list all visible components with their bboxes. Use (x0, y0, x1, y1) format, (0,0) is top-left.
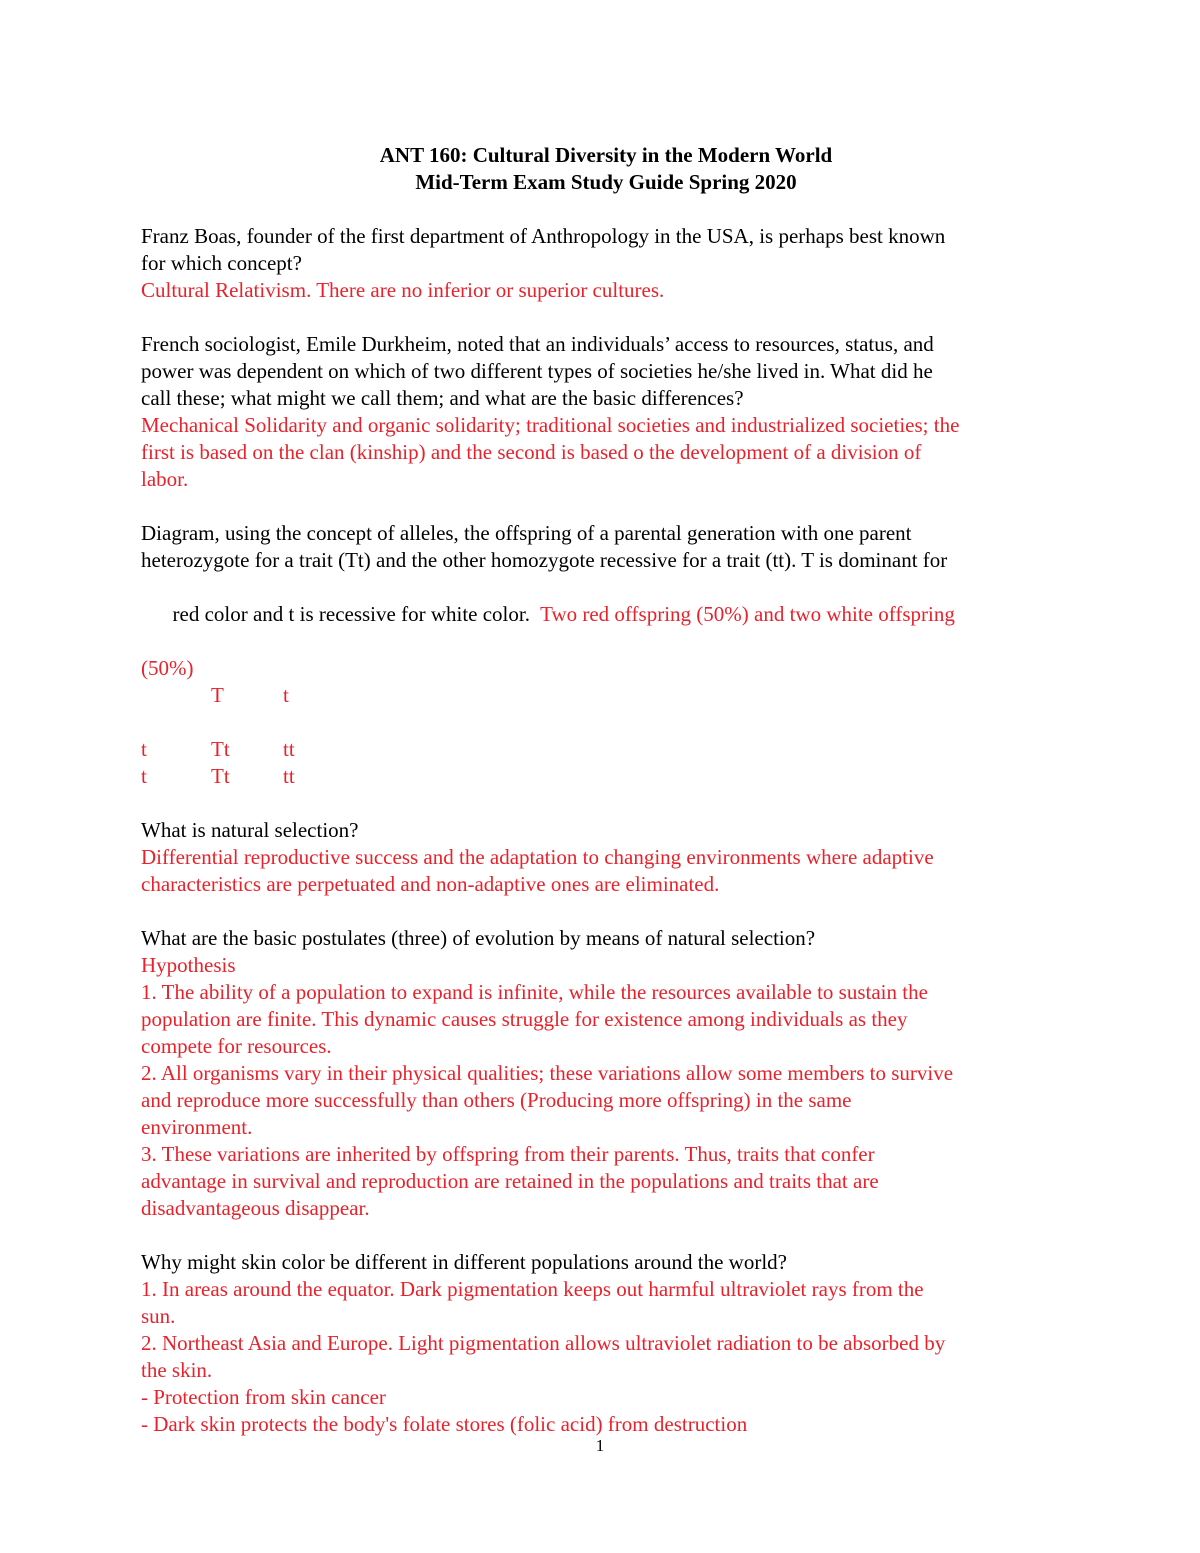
punnett-cell: tt (283, 737, 295, 761)
answer-text: Two red offspring (50%) and two white offspring (540, 602, 955, 626)
punnett-cell: tt (283, 764, 295, 788)
punnett-cell: Tt (211, 764, 230, 788)
answer-text: population are finite. This dynamic causes struggle for existence among individuals as they (141, 1007, 908, 1031)
punnett-square (141, 682, 1071, 790)
punnett-header-allele: T (211, 683, 224, 707)
question-text: Why might skin color be different in different populations around the world? (141, 1250, 787, 1274)
question-text: What is natural selection? (141, 818, 359, 842)
answer-text: and reproduce more successfully than others (Producing more offspring) in the same (141, 1088, 852, 1112)
answer-text: - Protection from skin cancer (141, 1385, 386, 1409)
answer-text: compete for resources. (141, 1034, 332, 1058)
answer-text: 3. These variations are inherited by offspring from their parents. Thus, traits that confer (141, 1142, 875, 1166)
answer-text: Cultural Relativism. There are no inferior or superior cultures. (141, 278, 665, 302)
answer-text: environment. (141, 1115, 253, 1139)
answer-text: Mechanical Solidarity and organic solidarity; traditional societies and industrialized societies; the (141, 413, 960, 437)
question-answer-line (141, 574, 1071, 655)
answer-text: 1. In areas around the equator. Dark pigmentation keeps out harmful ultraviolet rays from the (141, 1277, 924, 1301)
answer-text: Differential reproductive success and the adaptation to changing environments where adaptive (141, 845, 934, 869)
question-text: heterozygote for a trait (Tt) and the other homozygote recessive for a trait (tt). T is dominant for (141, 548, 948, 572)
answer-text: 1. The ability of a population to expand is infinite, while the resources available to sustain the (141, 980, 928, 1004)
question-text: for which concept? (141, 251, 302, 275)
document-subtitle: Mid-Term Exam Study Guide Spring 2020 (415, 170, 797, 194)
answer-text: advantage in survival and reproduction are retained in the populations and traits that are (141, 1169, 879, 1193)
punnett-row-allele: t (141, 764, 147, 788)
question-text: French sociologist, Emile Durkheim, noted that an individuals’ access to resources, status, and (141, 332, 934, 356)
answer-text: Hypothesis (141, 953, 236, 977)
question-text: Diagram, using the concept of alleles, the offspring of a parental generation with one parent (141, 521, 912, 545)
answer-text: 2. Northeast Asia and Europe. Light pigmentation allows ultraviolet radiation to be absorbed by (141, 1331, 946, 1355)
answer-text: (50%) (141, 656, 194, 680)
punnett-row-allele: t (141, 737, 147, 761)
question-text: What are the basic postulates (three) of evolution by means of natural selection? (141, 926, 816, 950)
punnett-header-allele: t (283, 683, 289, 707)
answer-text: the skin. (141, 1358, 213, 1382)
page-content (141, 142, 1071, 1438)
question-text: power was dependent on which of two different types of societies he/she lived in. What did he (141, 359, 933, 383)
answer-text: first is based on the clan (kinship) and the second is based o the development of a division of (141, 440, 922, 464)
answer-text: disadvantageous disappear. (141, 1196, 370, 1220)
question-text: call these; what might we call them; and what are the basic differences? (141, 386, 744, 410)
answer-text: 2. All organisms vary in their physical qualities; these variations allow some members to survive (141, 1061, 954, 1085)
answer-text: - Dark skin protects the body's folate stores (folic acid) from destruction (141, 1412, 748, 1436)
answer-text: characteristics are perpetuated and non-adaptive ones are eliminated. (141, 872, 720, 896)
question-text: red color and t is recessive for white color. (172, 602, 541, 626)
document-title: ANT 160: Cultural Diversity in the Modern World (379, 143, 833, 167)
punnett-cell: Tt (211, 737, 230, 761)
page-number: 1 (595, 1436, 605, 1455)
answer-text: labor. (141, 467, 189, 491)
question-text: Franz Boas, founder of the first department of Anthropology in the USA, is perhaps best known (141, 224, 946, 248)
answer-text: sun. (141, 1304, 176, 1328)
